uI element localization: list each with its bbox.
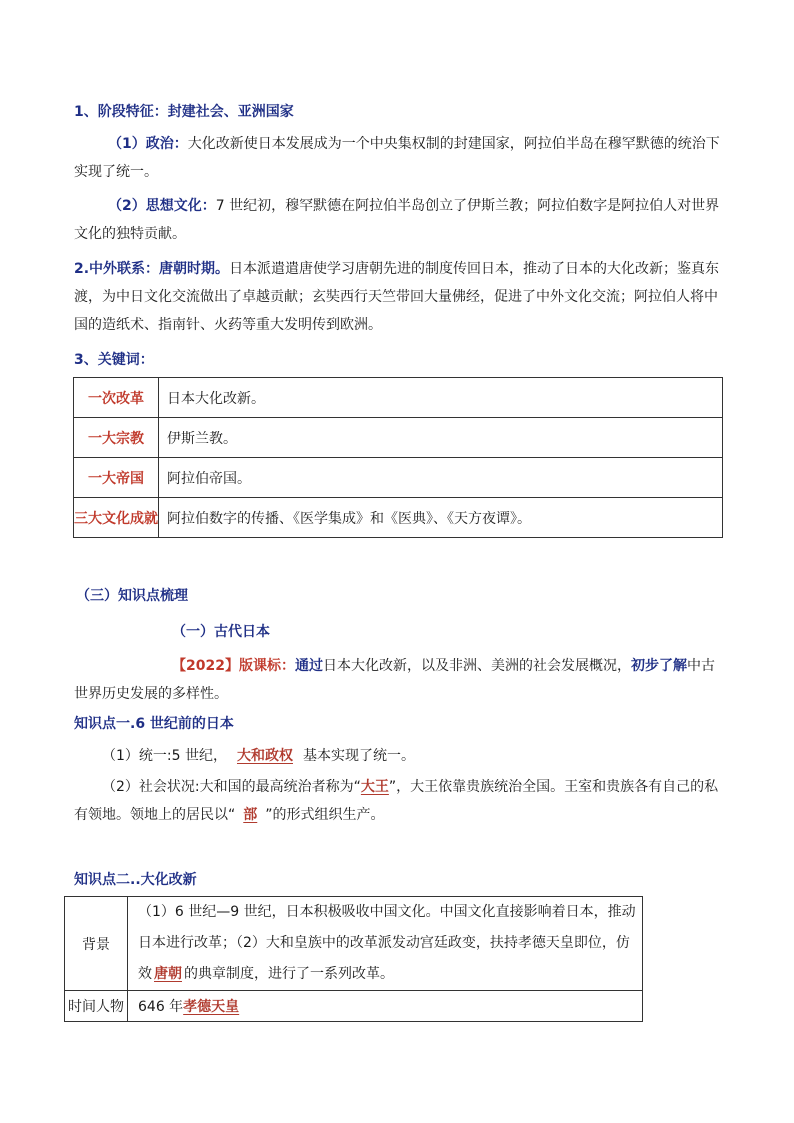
background-text-a: （1）6 世纪—9 世纪，日本积极吸收中国文化。中国文化直接影响着日本，推动日本进行改革；（2）大和皇族中的改革派发动宫廷政变，扶持孝德天皇即位，仿效 [138,904,636,982]
knowledge-review-heading: （三）知识点梳理 [76,588,188,604]
knowledge-point-2-title: 知识点二..大化改新 [74,872,197,888]
ancient-japan-heading: （一）古代日本 [172,624,270,640]
answer-blank: 唐朝 [154,966,182,982]
keyword-label: 一次改革 [74,378,159,418]
politics-label: （1）政治： [108,136,188,152]
culture-text: 7 世纪初，穆罕默德在阿拉伯半岛创立了伊斯兰教；阿拉伯数字是阿拉伯人对世界文化的独特贡献。 [74,198,720,242]
answer-blank: 大和政权 [236,748,293,764]
foreign-relations-text: 日本派遣遣唐使学习唐朝先进的制度传回日本，推动了日本的大化改新；鉴真东渡，为中日文化交流做出了卓越贡献；玄奘西行天竺带回大量佛经，促进了中外文化交流；阿拉伯人将中国的造纸术、指南针、火药等重大发明传到欧洲。 [74,261,720,333]
culture-label: （2）思想文化： [108,198,216,214]
unification-text-b: 基本实现了统一。 [302,748,415,764]
table-row [74,378,723,418]
curriculum-text-1: 日本大化改新，以及非洲、美洲的社会发展概况， [322,658,631,674]
keywords-heading: 3、关键词： [74,352,154,368]
keyword-value: 日本大化改新。 [159,378,723,418]
curriculum-verb-2: 初步了解 [630,658,687,674]
stage-title: 阶段特征：封建社会、亚洲国家 [97,104,294,120]
keyword-label: 三大文化成就 [74,498,159,538]
table-row [65,991,643,1022]
time-person-cell [128,991,643,1022]
taika-reform-table [64,896,643,1022]
row-label-time-person: 时间人物 [65,991,128,1022]
keyword-label: 一大帝国 [74,458,159,498]
curriculum-verb-1: 通过 [294,658,323,674]
social-conditions-paragraph [74,773,724,829]
answer-blank: 孝德天皇 [183,999,240,1015]
row-label-background: 背景 [65,897,128,991]
social-text-b: ”，大王依靠贵族统治全国。王室和贵族各有自己的私有领地。领地上的居民以“ [74,779,719,823]
background-text-b: 的典章制度，进行了一系列改革。 [184,966,394,982]
stage-num: 1、 [74,104,98,120]
curriculum-tag: 【2022】版课标： [172,658,295,674]
culture-paragraph [74,192,724,248]
social-text-a: （2）社会状况:大和国的最高统治者称为“ [102,779,361,795]
foreign-relations-paragraph [74,255,724,339]
keyword-label: 一大宗教 [74,418,159,458]
keywords-table [73,377,723,538]
curriculum-standard-paragraph [74,652,724,708]
unification-text-a: （1）统一:5 世纪， [102,748,227,764]
politics-paragraph [74,130,724,186]
table-row [74,418,723,458]
unification-line [74,742,724,770]
table-row [65,897,643,991]
stage-features-heading [74,98,294,126]
social-text-c: ”的形式组织生产。 [265,807,385,823]
table-row [74,458,723,498]
answer-blank: 大王 [360,779,389,795]
table-row [74,498,723,538]
background-cell [128,897,643,991]
keyword-value: 阿拉伯帝国。 [159,458,723,498]
curriculum-text-2: 中古世界历史发展的多样性。 [74,658,715,702]
keyword-value: 伊斯兰教。 [159,418,723,458]
answer-blank: 部 [243,807,258,823]
foreign-relations-label: 2.中外联系：唐朝时期。 [74,261,230,277]
keyword-value: 阿拉伯数字的传播、《医学集成》和《医典》、《天方夜谭》。 [159,498,723,538]
politics-text: 大化改新使日本发展成为一个中央集权制的封建国家，阿拉伯半岛在穆罕默德的统治下实现了统一。 [74,136,720,180]
time-text: 646 年 [138,999,184,1015]
knowledge-point-1-title: 知识点一.6 世纪前的日本 [74,716,234,732]
